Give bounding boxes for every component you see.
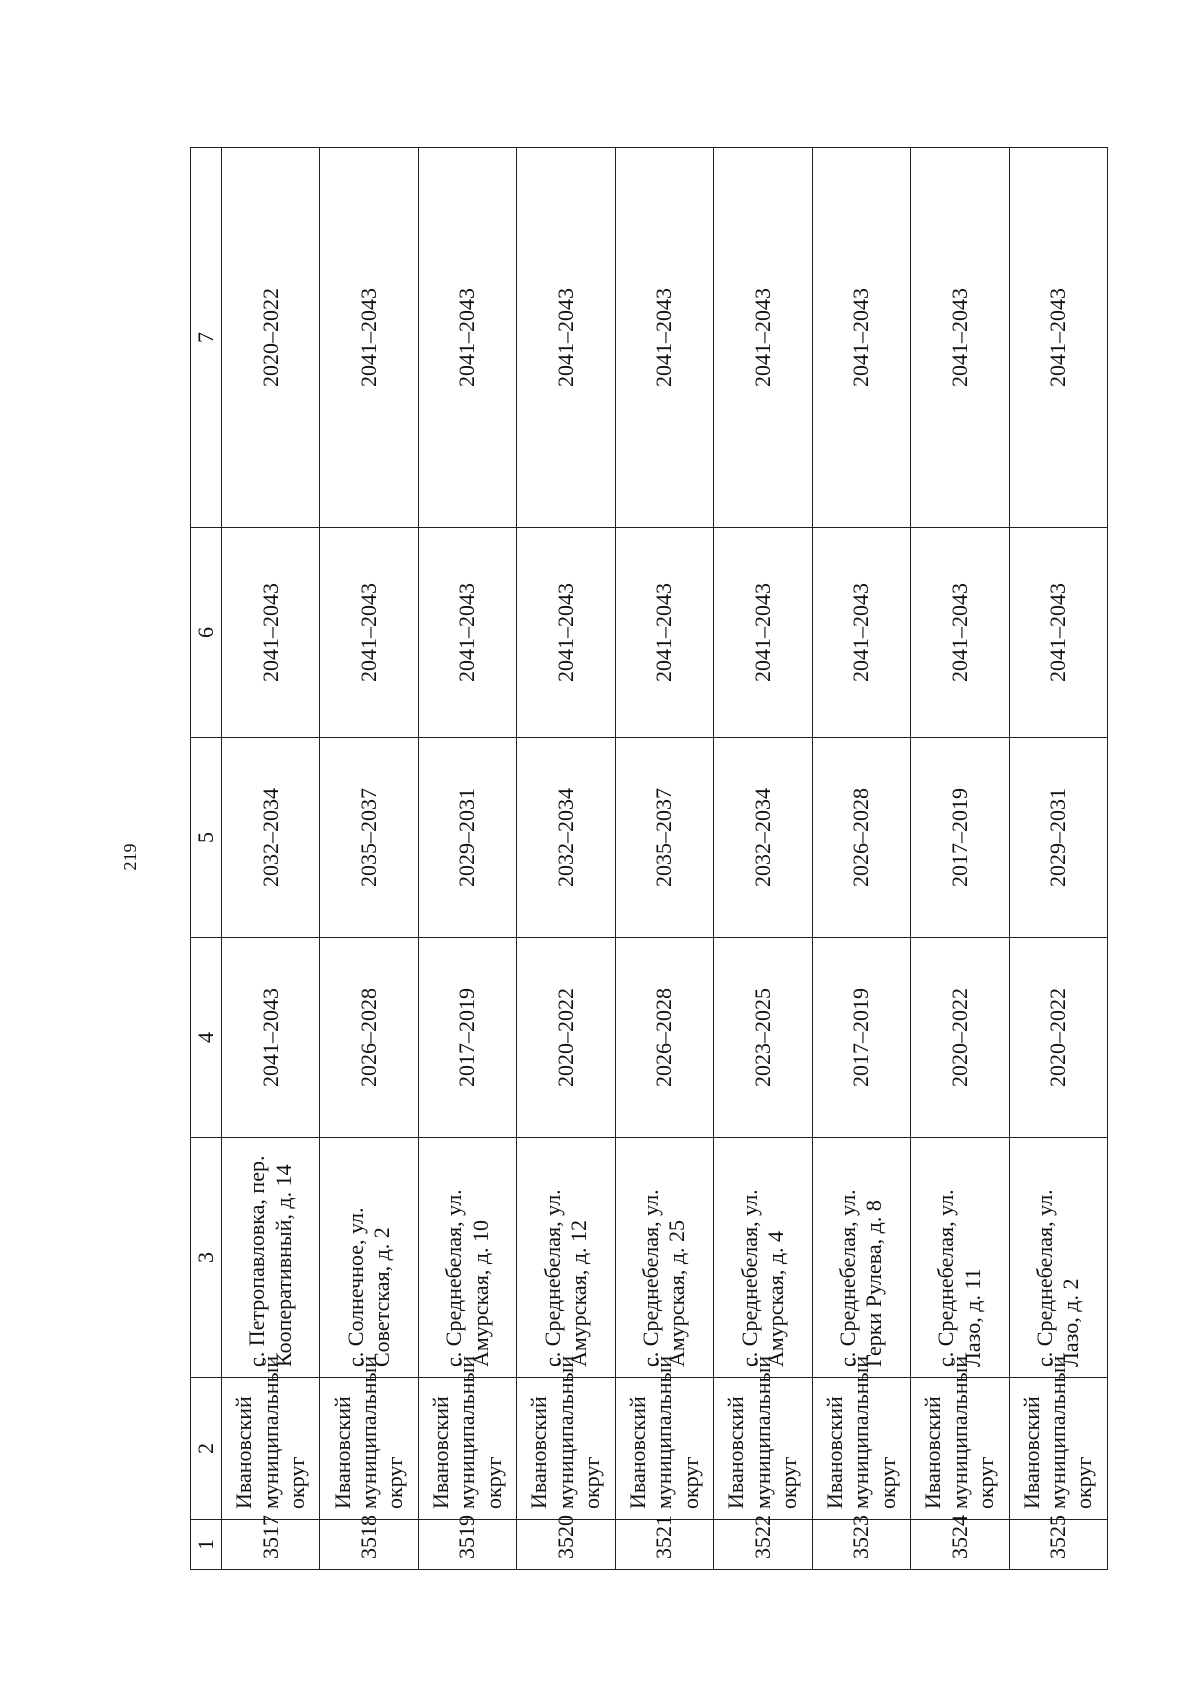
cell-period-5: 2035–2037: [320, 738, 418, 938]
cell-period-6: 2041–2043: [222, 528, 320, 738]
cell-period-6: 2041–2043: [911, 528, 1009, 738]
cell-period-7: 2041–2043: [714, 148, 812, 528]
cell-address: с. Среднебелая, ул. Герки Рулева, д. 8: [812, 1138, 910, 1378]
table-row: [222, 148, 320, 1570]
table-row: [418, 148, 516, 1570]
cell-address: с. Среднебелая, ул. Амурская, д. 12: [517, 1138, 615, 1378]
cell-id: 3524: [911, 1520, 1009, 1570]
cell-period-7: 2041–2043: [1009, 148, 1108, 528]
cell-period-7: 2041–2043: [812, 148, 910, 528]
cell-period-4: 2023–2025: [714, 938, 812, 1138]
cell-period-5: 2032–2034: [714, 738, 812, 938]
cell-period-5: 2017–2019: [911, 738, 1009, 938]
column-header-7: 7: [191, 148, 222, 528]
cell-address: с. Среднебелая, ул. Амурская, д. 25: [615, 1138, 713, 1378]
cell-period-5: 2026–2028: [812, 738, 910, 938]
cell-district: Ивановский муниципальный округ: [517, 1378, 615, 1520]
cell-period-7: 2041–2043: [615, 148, 713, 528]
cell-address: с. Среднебелая, ул. Амурская, д. 4: [714, 1138, 812, 1378]
cell-id: 3519: [418, 1520, 516, 1570]
cell-address: с. Среднебелая, ул. Лазо, д. 2: [1009, 1138, 1108, 1378]
cell-period-5: 2035–2037: [615, 738, 713, 938]
cell-period-4: 2026–2028: [615, 938, 713, 1138]
cell-period-4: 2020–2022: [517, 938, 615, 1138]
cell-period-7: 2041–2043: [320, 148, 418, 528]
table-body: [222, 148, 1108, 1570]
register-table: [190, 147, 1108, 1570]
cell-address: с. Петропавловка, пер. Кооперативный, д. 14: [222, 1138, 320, 1378]
cell-period-6: 2041–2043: [615, 528, 713, 738]
table-row: [1009, 148, 1108, 1570]
column-header-4: 4: [191, 938, 222, 1138]
column-header-3: 3: [191, 1138, 222, 1378]
cell-period-7: 2041–2043: [911, 148, 1009, 528]
table-row: [911, 148, 1009, 1570]
cell-period-6: 2041–2043: [812, 528, 910, 738]
header-row: [191, 148, 222, 1570]
table-frame: [190, 148, 1108, 1570]
cell-address: с. Среднебелая, ул. Амурская, д. 10: [418, 1138, 516, 1378]
cell-period-7: 2041–2043: [517, 148, 615, 528]
rotated-table-wrapper: [190, 148, 1108, 1570]
cell-id: 3517: [222, 1520, 320, 1570]
cell-period-5: 2032–2034: [517, 738, 615, 938]
cell-id: 3520: [517, 1520, 615, 1570]
cell-period-4: 2020–2022: [911, 938, 1009, 1138]
cell-period-4: 2017–2019: [812, 938, 910, 1138]
cell-id: 3522: [714, 1520, 812, 1570]
page-number: 219: [120, 843, 140, 871]
cell-district: Ивановский муниципальный округ: [812, 1378, 910, 1520]
cell-period-4: 2026–2028: [320, 938, 418, 1138]
cell-district: Ивановский муниципальный округ: [714, 1378, 812, 1520]
cell-period-5: 2032–2034: [222, 738, 320, 938]
cell-district: Ивановский муниципальный округ: [1009, 1378, 1108, 1520]
table-row: [320, 148, 418, 1570]
cell-district: Ивановский муниципальный округ: [222, 1378, 320, 1520]
cell-period-7: 2020–2022: [222, 148, 320, 528]
cell-period-4: 2041–2043: [222, 938, 320, 1138]
cell-id: 3518: [320, 1520, 418, 1570]
cell-district: Ивановский муниципальный округ: [911, 1378, 1009, 1520]
column-header-6: 6: [191, 528, 222, 738]
cell-period-7: 2041–2043: [418, 148, 516, 528]
column-header-1: 1: [191, 1520, 222, 1570]
cell-period-5: 2029–2031: [418, 738, 516, 938]
table-row: [615, 148, 713, 1570]
column-header-2: 2: [191, 1378, 222, 1520]
table-row: [714, 148, 812, 1570]
cell-period-4: 2017–2019: [418, 938, 516, 1138]
cell-period-6: 2041–2043: [418, 528, 516, 738]
cell-district: Ивановский муниципальный округ: [418, 1378, 516, 1520]
cell-address: с. Солнечное, ул. Советская, д. 2: [320, 1138, 418, 1378]
cell-id: 3523: [812, 1520, 910, 1570]
cell-period-5: 2029–2031: [1009, 738, 1108, 938]
cell-period-6: 2041–2043: [517, 528, 615, 738]
cell-period-4: 2020–2022: [1009, 938, 1108, 1138]
column-header-5: 5: [191, 738, 222, 938]
cell-period-6: 2041–2043: [1009, 528, 1108, 738]
cell-period-6: 2041–2043: [320, 528, 418, 738]
cell-district: Ивановский муниципальный округ: [615, 1378, 713, 1520]
table-row: [517, 148, 615, 1570]
cell-period-6: 2041–2043: [714, 528, 812, 738]
cell-address: с. Среднебелая, ул. Лазо, д. 11: [911, 1138, 1009, 1378]
cell-id: 3521: [615, 1520, 713, 1570]
cell-id: 3525: [1009, 1520, 1108, 1570]
table-row: [812, 148, 910, 1570]
cell-district: Ивановский муниципальный округ: [320, 1378, 418, 1520]
